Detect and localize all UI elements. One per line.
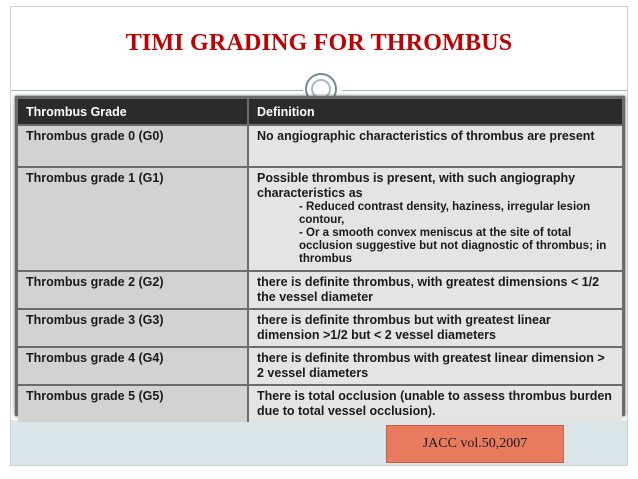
definition-sub-item: - Or a smooth convex meniscus at the site of total occlusion suggestive but not diagnostic of thrombus; in thrombus: [299, 227, 607, 265]
table-row: [18, 309, 622, 347]
definition-cell: [248, 309, 622, 347]
citation-box: [386, 425, 564, 463]
definition-text: There is total occlusion (unable to assess thrombus burden due to total vessel occlusion).: [257, 389, 612, 418]
definition-cell: [248, 167, 622, 271]
definition-text: there is definite thrombus with greatest linear dimension > 2 vessel diameters: [257, 351, 605, 380]
header-definition: Definition: [248, 99, 622, 125]
table-row: [18, 167, 622, 271]
grade-cell: Thrombus grade 1 (G1): [18, 167, 248, 271]
table-header-row: [18, 99, 622, 125]
definition-cell: [248, 271, 622, 309]
title-divider-right: [342, 90, 627, 91]
thrombus-grade-table: [18, 99, 622, 422]
definition-cell: [248, 347, 622, 385]
definition-cell: [248, 385, 622, 422]
grade-cell: Thrombus grade 4 (G4): [18, 347, 248, 385]
title-divider-left: [11, 90, 303, 91]
definition-text: No angiographic characteristics of thrombus are present: [257, 129, 595, 143]
grade-cell: Thrombus grade 2 (G2): [18, 271, 248, 309]
grade-cell: Thrombus grade 3 (G3): [18, 309, 248, 347]
definition-sub-item: - Reduced contrast density, haziness, irregular lesion contour,: [299, 201, 591, 226]
table-row: [18, 385, 622, 422]
slide-title: TIMI GRADING FOR THROMBUS: [125, 30, 513, 56]
table-row: [18, 271, 622, 309]
grade-cell: Thrombus grade 5 (G5): [18, 385, 248, 422]
definition-text: there is definite thrombus but with greatest linear dimension >1/2 but < 2 vessel diameters: [257, 313, 551, 342]
header-thrombus-grade: Thrombus Grade: [18, 99, 248, 125]
definition-text: Possible thrombus is present, with such angiography characteristics as: [257, 171, 576, 200]
definition-cell: [248, 125, 622, 167]
table-row: [18, 125, 622, 167]
table-row: [18, 347, 622, 385]
citation-text: JACC vol.50,2007: [422, 436, 528, 451]
thrombus-grade-table-frame: [15, 96, 625, 416]
definition-text: there is definite thrombus, with greatest dimensions < 1/2 the vessel diameter: [257, 275, 600, 304]
grade-cell: Thrombus grade 0 (G0): [18, 125, 248, 167]
